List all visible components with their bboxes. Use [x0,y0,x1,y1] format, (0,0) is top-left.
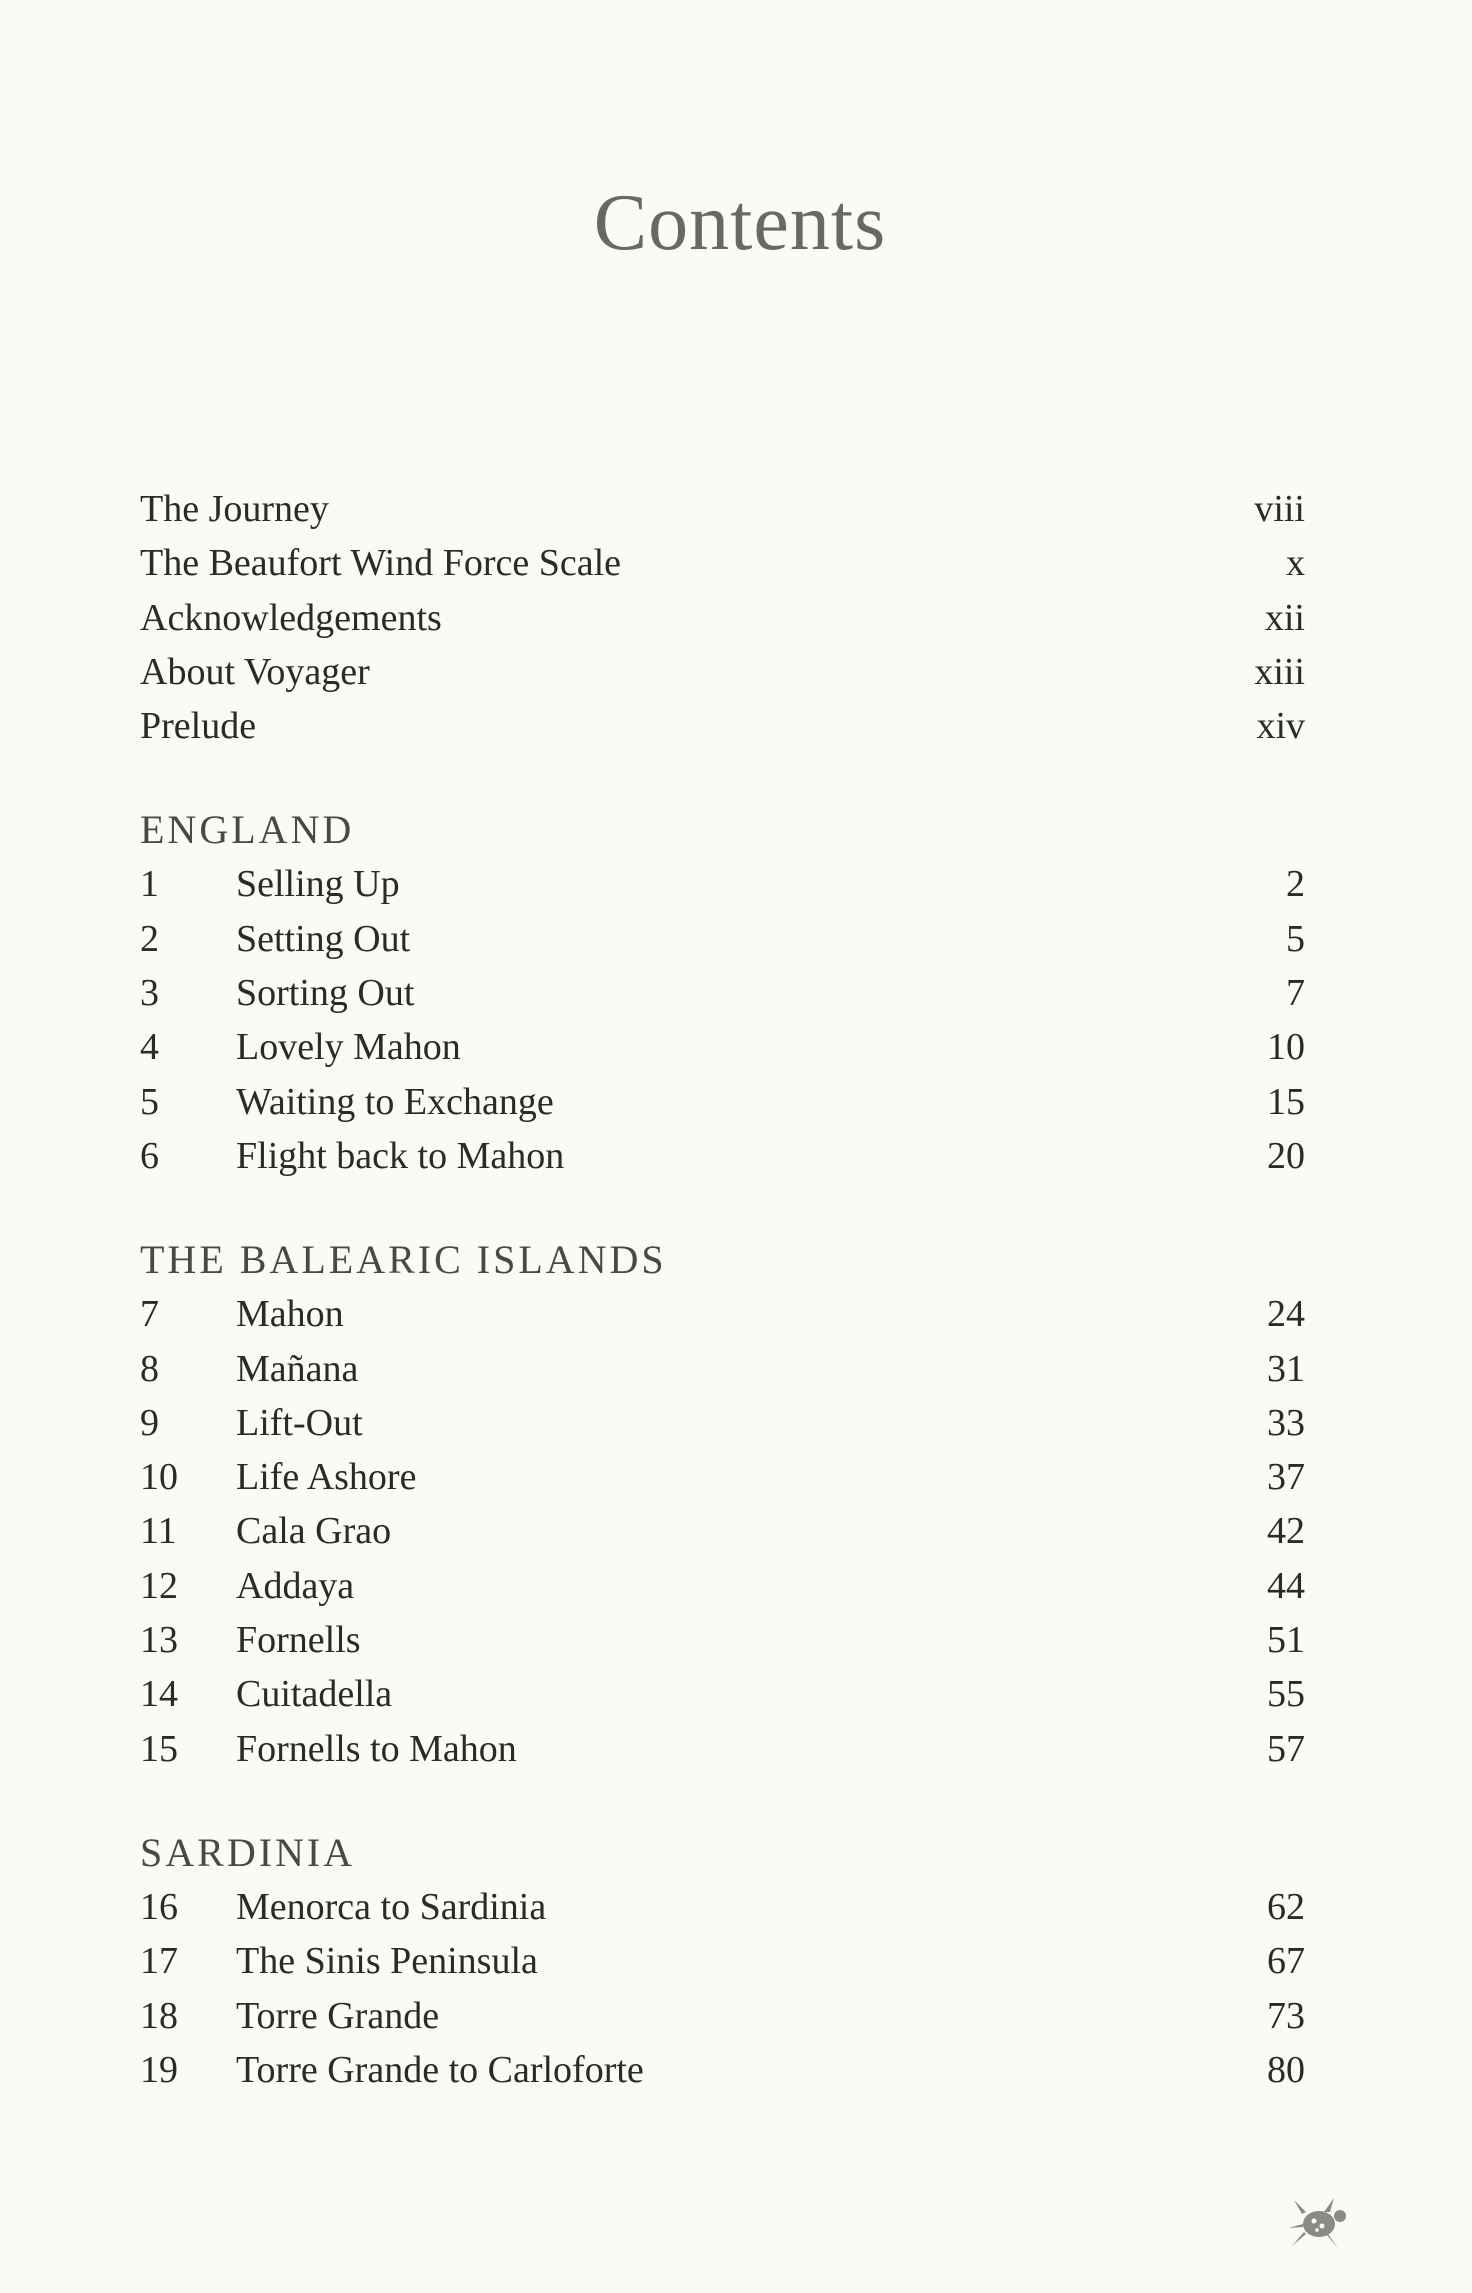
chapter-number: 18 [140,1994,178,2037]
table-of-contents [140,482,1305,2097]
chapter-number: 9 [140,1401,159,1444]
chapter-page: 31 [1267,1347,1305,1390]
chapter-title: Lovely Mahon [236,1026,461,1069]
chapter-page: 24 [1267,1293,1305,1336]
chapter-page: 44 [1267,1564,1305,1607]
toc-entry[interactable] [140,482,1305,536]
chapter-title: Mañana [236,1347,359,1390]
chapter-title: Cuitadella [236,1673,393,1716]
chapter-entry[interactable] [140,1613,1305,1667]
chapter-title: Waiting to Exchange [236,1080,554,1123]
chapter-number: 15 [140,1727,178,1770]
chapter-entry[interactable] [140,1989,1305,2043]
chapter-page: 7 [1286,972,1305,1015]
chapter-entry[interactable] [140,1504,1305,1558]
chapter-page: 10 [1267,1026,1305,1069]
chapter-title: Cala Grao [236,1510,392,1553]
chapter-entry[interactable] [140,2043,1305,2097]
chapter-entry[interactable] [140,966,1305,1020]
chapter-entry[interactable] [140,1396,1305,1450]
front-matter-list [140,482,1305,753]
chapter-number: 1 [140,863,159,906]
chapter-entry[interactable] [140,1020,1305,1074]
chapter-entry[interactable] [140,1934,1305,1988]
chapter-number: 7 [140,1293,159,1336]
entry-page: xii [1264,596,1305,639]
entry-title: Acknowledgements [140,596,442,639]
chapter-entry[interactable] [140,1342,1305,1396]
chapter-number: 4 [140,1026,159,1069]
chapter-page: 33 [1267,1401,1305,1444]
chapter-title: Fornells to Mahon [236,1727,517,1770]
chapter-title: Menorca to Sardinia [236,1885,547,1928]
chapter-title: Fornells [236,1619,361,1662]
chapter-title: Mahon [236,1293,344,1336]
chapter-page: 62 [1267,1885,1305,1928]
chapter-number: 2 [140,917,159,960]
chapter-title: Setting Out [236,917,411,960]
section-heading: THE BALEARIC ISLANDS [140,1237,667,1283]
toc-entry[interactable] [140,699,1305,753]
toc-entry[interactable] [140,645,1305,699]
chapter-entry[interactable] [140,1559,1305,1613]
chapter-number: 3 [140,972,159,1015]
entry-title: About Voyager [140,650,370,693]
entry-title: Prelude [140,705,257,748]
chapter-entry[interactable] [140,1667,1305,1721]
chapter-page: 57 [1267,1727,1305,1770]
chapter-page: 80 [1267,2048,1305,2091]
chapter-number: 5 [140,1080,159,1123]
section-balearic-islands [140,1233,1305,1776]
turtle-icon [1284,2192,1354,2252]
chapter-title: Sorting Out [236,972,415,1015]
chapter-number: 17 [140,1940,178,1983]
chapter-page: 2 [1286,863,1305,906]
page-title: Contents [593,179,887,267]
chapter-entry[interactable] [140,1129,1305,1183]
chapter-page: 55 [1267,1673,1305,1716]
entry-page: viii [1254,488,1305,530]
chapter-entry[interactable] [140,857,1305,911]
chapter-number: 19 [140,2048,178,2091]
chapter-title: Torre Grande to Carloforte [236,2048,644,2091]
chapter-title: Selling Up [236,863,400,906]
chapter-number: 6 [140,1134,159,1177]
chapter-page: 20 [1267,1134,1305,1177]
chapter-number: 14 [140,1673,178,1716]
chapter-number: 16 [140,1885,178,1928]
section-heading: ENGLAND [140,807,355,853]
chapter-page: 51 [1267,1619,1305,1662]
chapter-number: 11 [140,1510,177,1553]
chapter-page: 67 [1267,1940,1305,1983]
chapter-title: Addaya [236,1564,355,1607]
chapter-entry[interactable] [140,912,1305,966]
chapter-entry[interactable] [140,1880,1305,1934]
chapter-number: 8 [140,1347,159,1390]
entry-page: x [1286,542,1305,585]
entry-title: The Beaufort Wind Force Scale [140,542,622,585]
chapter-entry[interactable] [140,1287,1305,1341]
chapter-entry[interactable] [140,1075,1305,1129]
entry-page: xiii [1254,650,1305,693]
section-heading: SARDINIA [140,1829,356,1875]
entry-page: xiv [1256,705,1305,748]
chapter-number: 12 [140,1564,178,1607]
chapter-page: 37 [1267,1456,1305,1499]
toc-entry[interactable] [140,536,1305,590]
chapter-page: 73 [1267,1994,1305,2037]
chapter-page: 5 [1286,917,1305,960]
chapter-entry[interactable] [140,1722,1305,1776]
entry-title: The Journey [140,488,329,530]
chapter-title: The Sinis Peninsula [236,1940,538,1983]
section-england [140,803,1305,1183]
chapter-title: Torre Grande [236,1994,440,2037]
chapter-number: 13 [140,1619,178,1662]
chapter-page: 15 [1267,1080,1305,1123]
chapter-entry[interactable] [140,1450,1305,1504]
chapter-title: Lift-Out [236,1401,363,1444]
chapter-number: 10 [140,1456,178,1499]
chapter-title: Life Ashore [236,1456,417,1499]
toc-entry[interactable] [140,591,1305,645]
section-sardinia [140,1826,1305,2097]
chapter-page: 42 [1267,1510,1305,1553]
chapter-title: Flight back to Mahon [236,1134,565,1177]
